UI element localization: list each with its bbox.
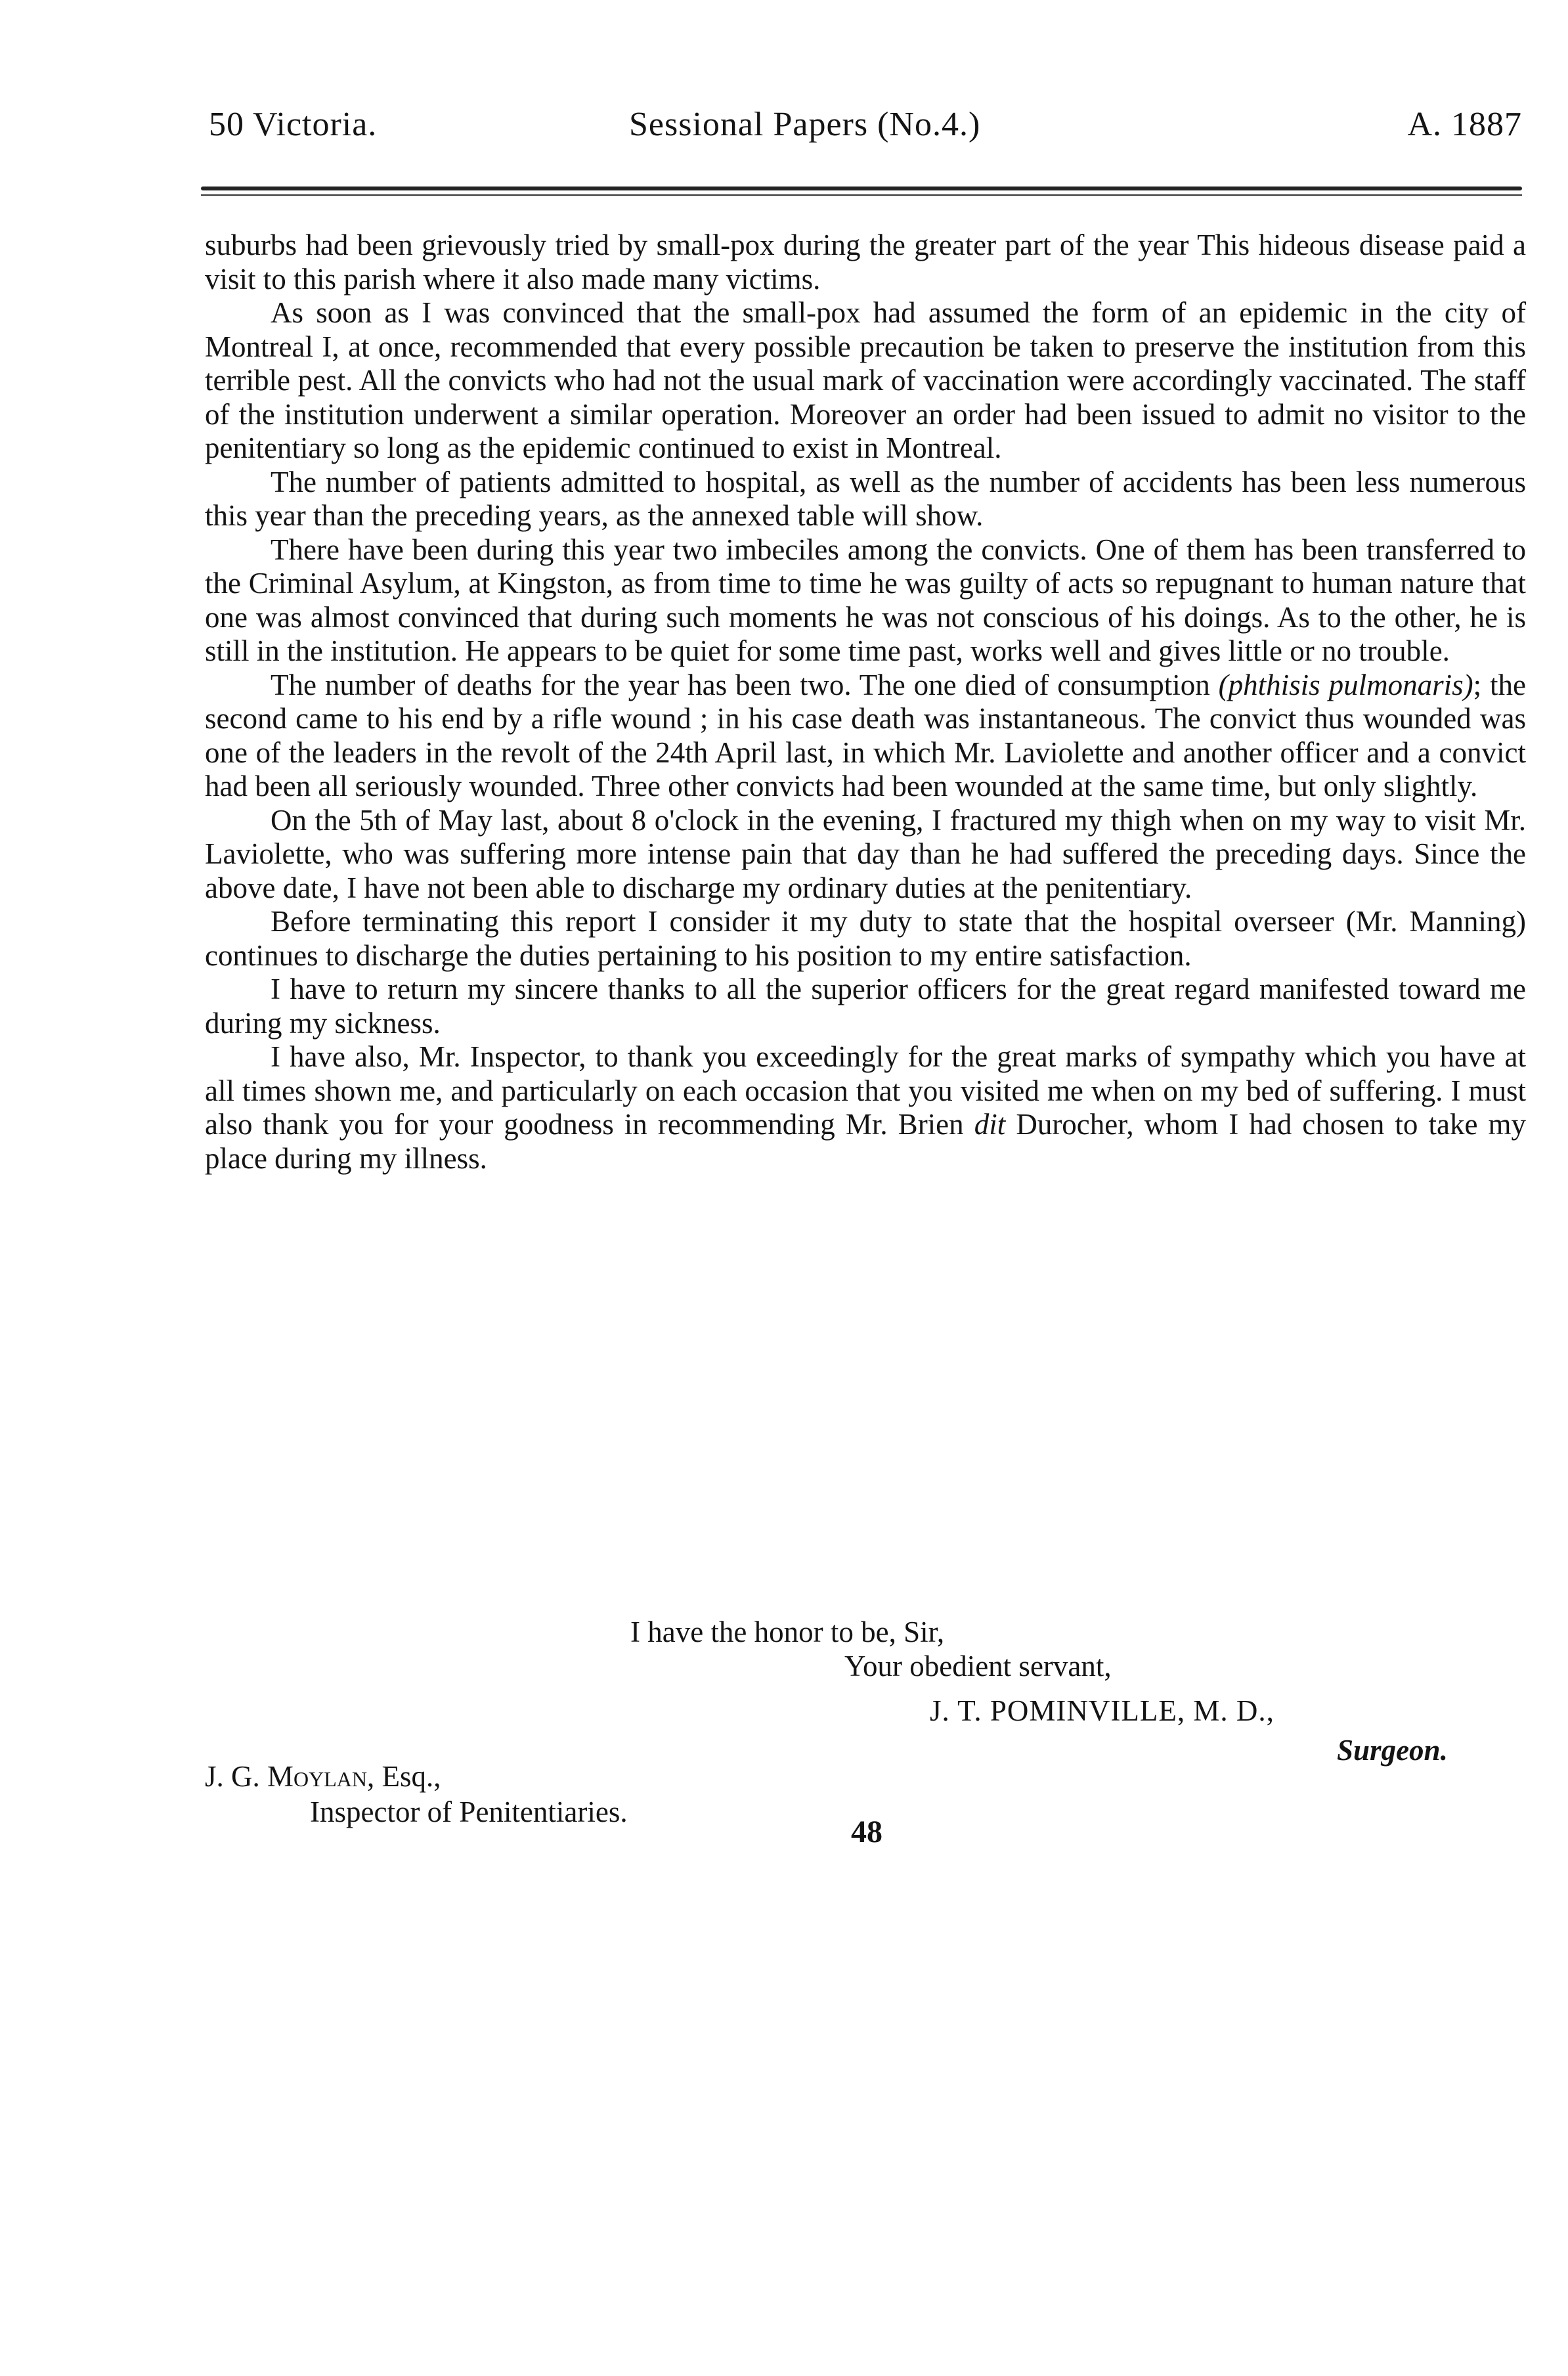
closing-honor: I have the honor to be, Sir, xyxy=(630,1616,945,1648)
addressee-name xyxy=(205,1760,441,1794)
addressee-initial: J. G. xyxy=(205,1760,260,1793)
paragraph-smallpox: As soon as I was convinced that the small-pox had assumed the form of an epidemic in the city of Montreal I, at once, recommended that every possible precaution be taken to preserve the institution from this terrible pest. All the convicts who had not the usual mark of vaccination were accordingly vaccinated. The staff of the institution underwent a similar operation. Moreover an order had been issued to admit no visitor to the penitentiary so long as the epidemic continued to exist in Montreal. xyxy=(205,296,1526,464)
header-volume: 50 Victoria. xyxy=(209,106,378,143)
deaths-text-after: ; the second came to his end by a rifle wound ; in his case death was instantaneous. The convict thus wounded was one of the leaders in the revolt of the 24th April last, in which Mr. Laviolette and another officer and a convict had been all seriously wounded. Three other convicts had been wounded at the same time, but only slightly. xyxy=(205,668,1526,803)
inspector-text-italic: dit xyxy=(974,1108,1006,1141)
addressee-suffix: , Esq., xyxy=(367,1760,441,1793)
deaths-text-italic: (phthisis pulmonaris) xyxy=(1218,668,1473,701)
paragraph-imbeciles: There have been during this year two imbeciles among the convicts. One of them has been transferred to the Criminal Asylum, at Kingston, as from time to time he was guilty of acts so repugnant to human nature that one was almost convinced that during such moments he was not conscious of his doings. As to the other, he is still in the institution. He appears to be quiet for some time past, works well and gives little or no trouble. xyxy=(205,533,1526,667)
paragraph-overseer: Before terminating this report I consider it my duty to state that the hospital overseer (Mr. Manning) continues to discharge the duties pertaining to his position to my entire satisfaction. xyxy=(205,905,1526,972)
addressee-title: Inspector of Penitentiaries. xyxy=(310,1795,628,1828)
inspector-text-before: I have also, Mr. Inspector, to thank you exceedingly for the great marks of sympathy which you have at all times shown me, and particularly on each occasion that you visited me when on my bed of suffering. I must also thank you for your goodness in recommending Mr. Brien xyxy=(205,1040,1526,1141)
page-number: 48 xyxy=(851,1815,882,1849)
paragraph-thanks: I have to return my sincere thanks to all the superior officers for the great regard manifested toward me during my sickness. xyxy=(205,973,1526,1040)
header-title: Sessional Papers (No.4.) xyxy=(629,106,981,143)
paragraph-suburbs: suburbs had been grievously tried by small-pox during the greater part of the year This hideous disease paid a visit to this parish where it also made many victims. xyxy=(205,229,1526,296)
header-rule-thin xyxy=(201,194,1522,196)
running-head xyxy=(209,99,1522,151)
paragraph-deaths xyxy=(205,669,1526,804)
signature-title: Surgeon. xyxy=(1337,1734,1448,1767)
inspector-text-after: Durocher, whom I had chosen to take my place during my illness. xyxy=(205,1108,1527,1175)
header-rule-thick xyxy=(201,187,1522,190)
signature-name: J. T. POMINVILLE, M. D., xyxy=(930,1694,1274,1727)
paragraph-patients: The number of patients admitted to hospital, as well as the number of accidents has been less numerous this year than the preceding years, as the annexed table will show. xyxy=(205,465,1526,532)
addressee-surname: Moylan xyxy=(267,1760,368,1793)
closing-servant: Your obedient servant, xyxy=(844,1650,1112,1683)
report-body xyxy=(205,229,1526,1176)
paragraph-fracture: On the 5th of May last, about 8 o'clock in the evening, I fractured my thigh when on my way to visit Mr. Laviolette, who was suffering more intense pain that day than he had suffered the preceding days. Since the above date, I have not been able to discharge my ordinary duties at the penitentiary. xyxy=(205,803,1526,904)
paragraph-inspector xyxy=(205,1040,1526,1176)
header-year: A. 1887 xyxy=(1407,106,1522,143)
deaths-text-before: The number of deaths for the year has been two. The one died of consumption xyxy=(271,668,1219,701)
